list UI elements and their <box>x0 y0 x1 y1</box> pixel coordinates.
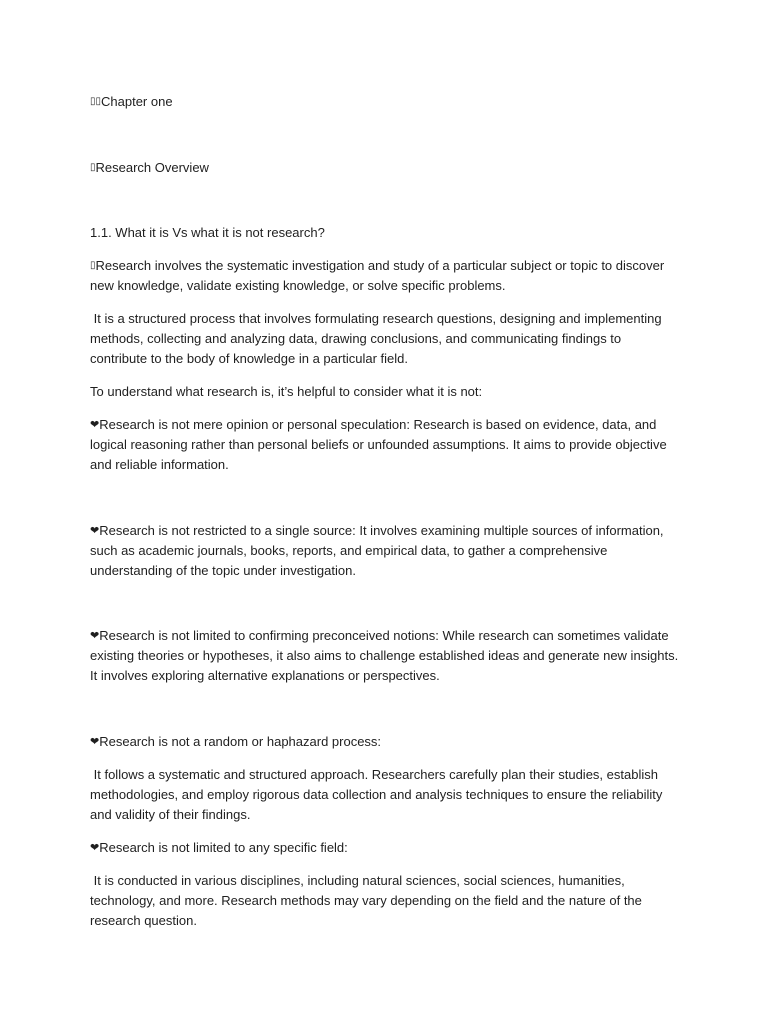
chapter-title: Chapter one <box>101 94 173 109</box>
bullet-item <box>90 838 680 858</box>
bullet-text: Research is not restricted to a single source: It involves examining multiple sources of information, such as academic journals, books, reports, and empirical data, to gather a comprehensive understanding of the topic under investigation. <box>90 523 664 578</box>
definition-text: Research involves the systematic investigation and study of a particular subject or topic to discover new knowledge, validate existing knowledge, or solve specific problems. <box>90 258 665 293</box>
bullet-text: Research is not limited to any specific field: <box>99 840 348 855</box>
systematic-paragraph: It follows a systematic and structured approach. Researchers carefully plan their studies, establish methodologies, and employ rigorous data collection and analysis techniques to ensure the reliability and validity of their findings. <box>90 767 666 822</box>
definition-paragraph <box>90 256 680 296</box>
heart-icon: ❤ <box>90 841 100 854</box>
section-heading <box>90 158 680 178</box>
chapter-heading <box>90 92 680 112</box>
bullet-item <box>90 626 680 686</box>
disciplines-paragraph: It is conducted in various disciplines, including natural sciences, social sciences, humanities, technology, and more. Research methods may vary depending on the field and the nature of the research question. <box>90 873 646 928</box>
bullet-item <box>90 732 680 752</box>
bullet-text: Research is not a random or haphazard process: <box>99 734 382 749</box>
missing-glyph-icon: ▯ <box>90 260 96 271</box>
missing-glyph-icon: ▯▯ <box>90 96 102 107</box>
missing-glyph-icon: ▯ <box>90 162 96 173</box>
intro-not-paragraph: To understand what research is, it’s helpful to consider what it is not: <box>90 384 483 399</box>
heart-icon: ❤ <box>90 629 100 642</box>
bullet-text: Research is not limited to confirming preconceived notions: While research can sometimes validate existing theories or hypotheses, it also aims to challenge established ideas and generate new insights. It involves exploring alternative explanations or perspectives. <box>90 628 679 683</box>
bullet-item <box>90 521 680 581</box>
process-paragraph: It is a structured process that involves formulating research questions, designing and implementing methods, collecting and analyzing data, drawing conclusions, and communicating findings to contribute to the body of knowledge in a particular field. <box>90 311 666 366</box>
heart-icon: ❤ <box>90 735 100 748</box>
question-heading: 1.1. What it is Vs what it is not research? <box>90 225 325 240</box>
bullet-text: Research is not mere opinion or personal speculation: Research is based on evidence, data, and logical reasoning rather than personal beliefs or unfounded assumptions. It aims to provide objective and reliable information. <box>90 417 667 472</box>
heart-icon: ❤ <box>90 418 100 431</box>
bullet-item <box>90 415 680 475</box>
heart-icon: ❤ <box>90 524 100 537</box>
section-title: Research Overview <box>95 160 209 175</box>
